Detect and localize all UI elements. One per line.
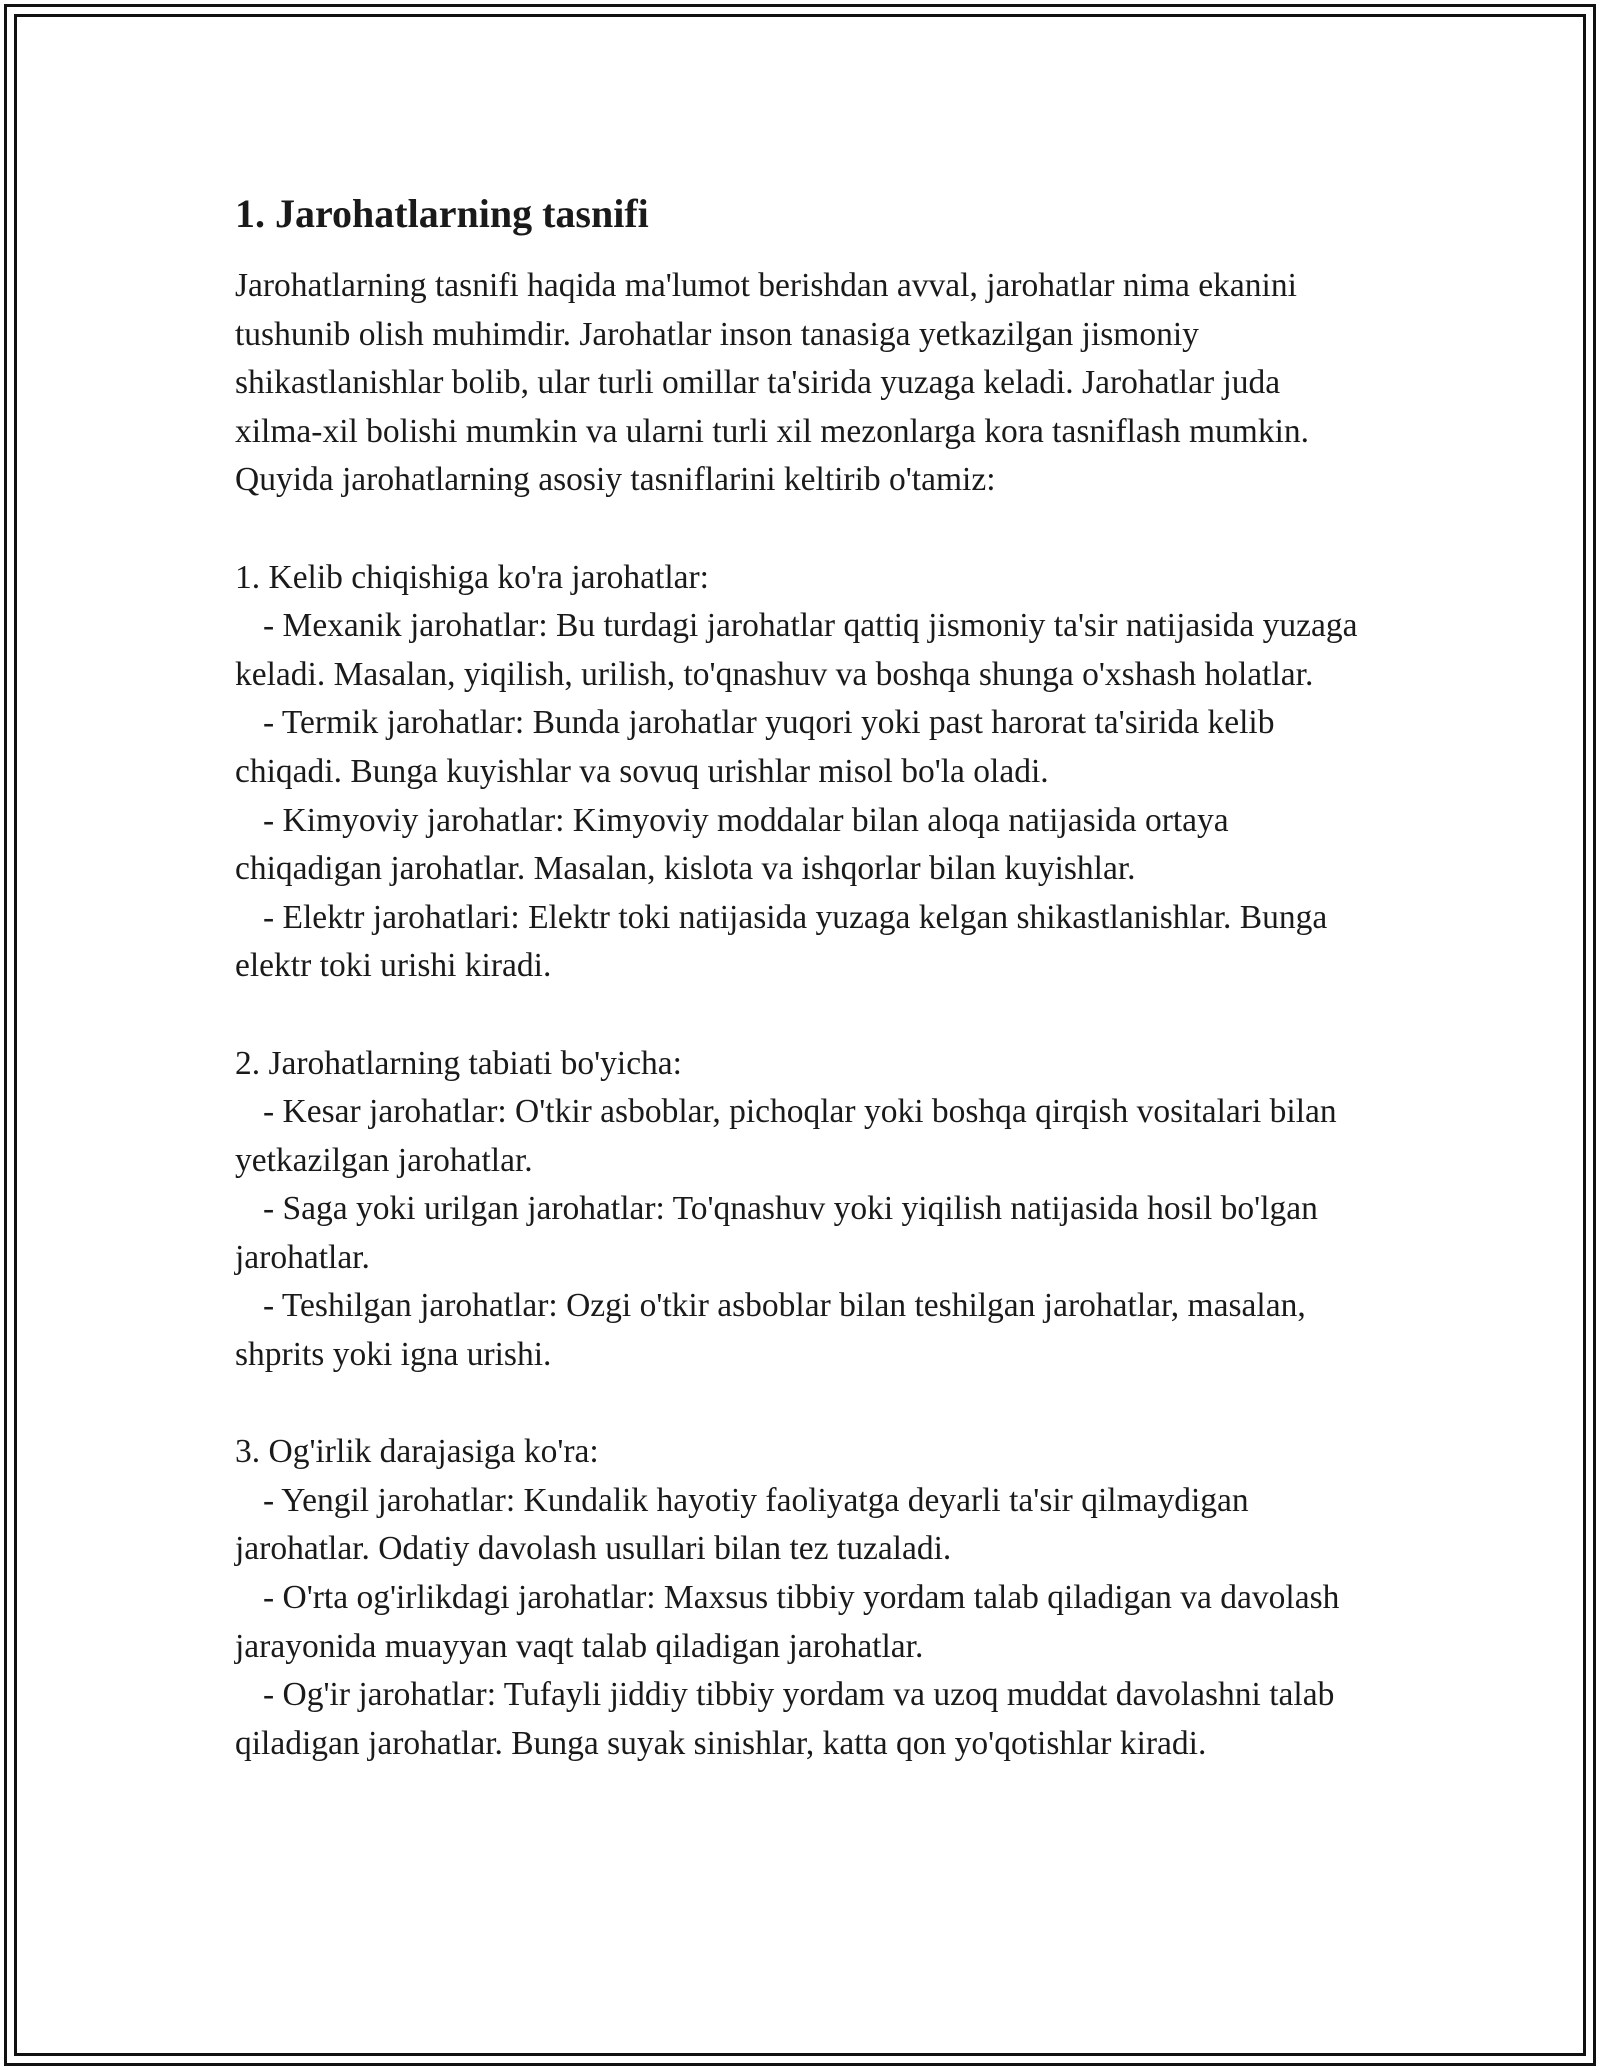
list-item: - Termik jarohatlar: Bunda jarohatlar yuqori yoki past harorat ta'sirida kelib chiqadi. Bunga kuyishlar va sovuq urishlar misol bo'la oladi. <box>235 704 1283 790</box>
list-item: - Kimyoviy jarohatlar: Kimyoviy moddalar bilan aloqa natijasida ortaya chiqadigan jarohatlar. Masalan, kislota va ishqorlar bilan kuyishlar. <box>235 801 1238 888</box>
spacer <box>235 991 1375 1040</box>
section-title: 2. Jarohatlarning tabiati bo'yicha: <box>235 1044 682 1082</box>
section-title: 3. Og'irlik darajasiga ko'ra: <box>235 1433 599 1471</box>
section-origin <box>235 554 1375 991</box>
list-item: - Teshilgan jarohatlar: Ozgi o'tkir asboblar bilan teshilgan jarohatlar, masalan, shprits yoki igna urishi. <box>235 1287 1315 1374</box>
list-item: - Mexanik jarohatlar: Bu turdagi jarohatlar qattiq jismoniy ta'sir natijasida yuzaga keladi. Masalan, yiqilish, urilish, to'qnashuv va boshqa shunga o'xshash holatlar. <box>235 607 1366 693</box>
intro-paragraph: Jarohatlarning tasnifi haqida ma'lumot berishdan avval, jarohatlar nima ekanini tushunib olish muhimdir. Jarohatlar inson tanasiga yetkazilgan jismoniy shikastlanishlar bolib, ular turli omillar ta'sirida yuzaga keladi. Jarohatlar juda xilma-xil bolishi mumkin va ularni turli xil mezonlarga kora tasniflash mumkin. Quyida jarohatlarning asosiy tasniflarini keltirib o'tamiz: <box>235 267 1318 499</box>
list-item: - O'rta og'irlikdagi jarohatlar: Maxsus tibbiy yordam talab qiladigan va davolash jarayonida muayyan vaqt talab qiladigan jarohatlar. <box>235 1579 1348 1665</box>
spacer <box>235 505 1375 554</box>
section-title: 1. Kelib chiqishiga ko'ra jarohatlar: <box>235 558 709 596</box>
list-item: - Yengil jarohatlar: Kundalik hayotiy faoliyatga deyarli ta'sir qilmaydigan jarohatlar. Odatiy davolash usullari bilan tez tuzaladi. <box>235 1481 1258 1568</box>
section-severity <box>235 1428 1375 1768</box>
document-body <box>235 186 1375 1768</box>
list-item: - Saga yoki urilgan jarohatlar: To'qnashuv yoki yiqilish natijasida hosil bo'lgan jarohatlar. <box>235 1190 1327 1276</box>
list-item: - Elektr jarohatlari: Elektr toki natijasida yuzaga kelgan shikastlanishlar. Bunga elektr toki urishi kiradi. <box>235 898 1336 985</box>
spacer <box>235 1380 1375 1429</box>
list-item: - Og'ir jarohatlar: Tufayli jiddiy tibbiy yordam va uzoq muddat davolashni talab qiladigan jarohatlar. Bunga suyak sinishlar, katta qon yo'qotishlar kiradi. <box>235 1676 1343 1762</box>
page-title: 1. Jarohatlarning tasnifi <box>235 191 649 236</box>
list-item: - Kesar jarohatlar: O'tkir asboblar, pichoqlar yoki boshqa qirqish vositalari bilan yetkazilgan jarohatlar. <box>235 1093 1345 1179</box>
section-nature <box>235 1040 1375 1380</box>
